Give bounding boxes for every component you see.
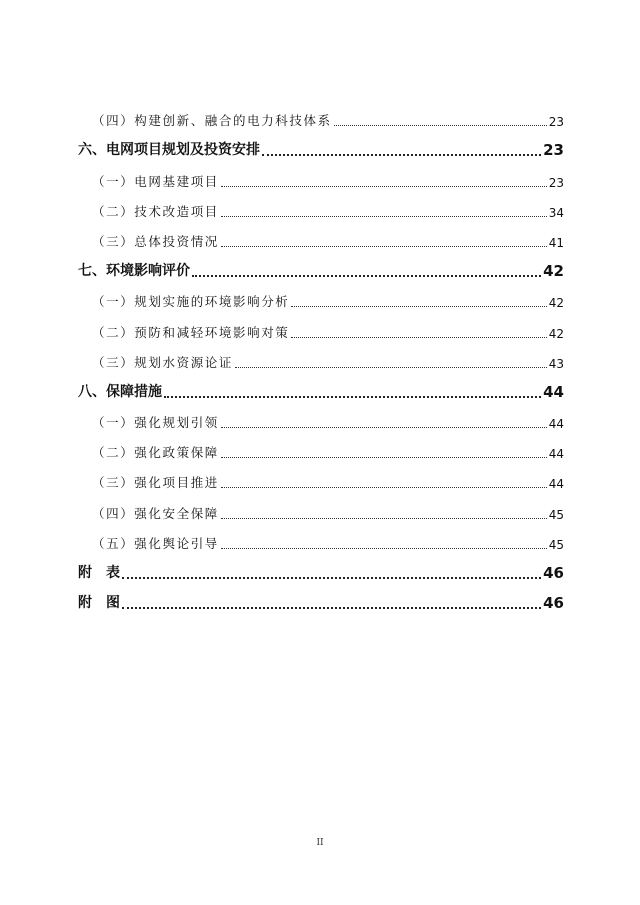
toc-entry-8-2[interactable] <box>78 434 564 464</box>
toc-entry-page: 42 <box>548 326 564 341</box>
toc-entry-label: （五）强化舆论引导 <box>92 535 219 551</box>
dot-leader <box>221 548 547 549</box>
toc-entry-6-1[interactable] <box>78 162 564 192</box>
dot-leader <box>221 427 547 428</box>
dot-leader <box>221 487 547 488</box>
toc-entry-7-3[interactable] <box>78 344 564 374</box>
toc-entry-8-3[interactable] <box>78 464 564 494</box>
dot-leader <box>122 607 541 609</box>
toc-entry-4-1[interactable] <box>78 102 564 132</box>
toc-entry-page: 43 <box>548 356 564 371</box>
toc-entry-7-1[interactable] <box>78 283 564 313</box>
dot-leader <box>235 367 547 368</box>
toc-entry-page: 23 <box>548 175 564 190</box>
dot-leader <box>262 154 541 156</box>
toc-entry-page: 45 <box>548 507 564 522</box>
toc-entry-8-4[interactable] <box>78 494 564 524</box>
toc-entry-label: （四）强化安全保障 <box>92 505 219 521</box>
toc-appendix-tables[interactable] <box>78 555 564 585</box>
toc-entry-page: 42 <box>548 296 564 311</box>
toc-entry-6-2[interactable] <box>78 193 564 223</box>
toc-entry-label: （四）构建创新、融合的电力科技体系 <box>92 113 332 129</box>
toc-entry-label: （二）预防和减轻环境影响对策 <box>92 324 290 340</box>
toc-chapter-6[interactable] <box>78 132 564 162</box>
toc-entry-page: 44 <box>548 417 564 432</box>
toc-entry-page: 44 <box>543 382 564 401</box>
dot-leader <box>291 306 546 307</box>
dot-leader <box>122 577 541 579</box>
toc-entry-page: 46 <box>543 594 564 613</box>
dot-leader <box>221 518 547 519</box>
toc-entry-7-2[interactable] <box>78 313 564 343</box>
toc-entry-label: （三）规划水资源论证 <box>92 354 234 370</box>
toc-entry-6-3[interactable] <box>78 223 564 253</box>
toc-entry-label: 附 表 <box>78 565 120 581</box>
toc-entry-page: 42 <box>543 262 564 281</box>
dot-leader <box>192 275 541 277</box>
toc-entry-label: 八、保障措施 <box>78 383 162 400</box>
toc-entry-page: 44 <box>548 447 564 462</box>
toc-appendix-figures[interactable] <box>78 585 564 615</box>
table-of-contents <box>78 102 564 615</box>
toc-entry-label: （一）强化规划引领 <box>92 415 219 431</box>
dot-leader <box>164 396 541 398</box>
toc-entry-page: 41 <box>548 235 564 250</box>
toc-entry-label: 六、电网项目规划及投资安排 <box>78 142 260 159</box>
toc-entry-page: 45 <box>548 537 564 552</box>
toc-chapter-7[interactable] <box>78 253 564 283</box>
toc-entry-label: （二）强化政策保障 <box>92 445 219 461</box>
toc-entry-page: 34 <box>548 205 564 220</box>
toc-entry-label: （三）总体投资情况 <box>92 233 219 249</box>
dot-leader <box>291 337 546 338</box>
dot-leader <box>334 125 547 126</box>
toc-entry-8-5[interactable] <box>78 525 564 555</box>
toc-entry-8-1[interactable] <box>78 404 564 434</box>
toc-entry-page: 23 <box>548 115 564 130</box>
toc-entry-label: （一）规划实施的环境影响分析 <box>92 294 290 310</box>
toc-entry-label: （二）技术改造项目 <box>92 203 219 219</box>
toc-entry-page: 23 <box>543 141 564 160</box>
toc-entry-label: 附 图 <box>78 595 120 612</box>
dot-leader <box>221 246 547 247</box>
toc-entry-label: （三）强化项目推进 <box>92 475 219 491</box>
toc-entry-page: 44 <box>548 477 564 492</box>
toc-entry-label: 七、环境影响评价 <box>78 263 190 280</box>
dot-leader <box>221 186 547 187</box>
toc-entry-label: （一）电网基建项目 <box>92 173 219 189</box>
toc-entry-page: 46 <box>543 564 564 582</box>
dot-leader <box>221 457 547 458</box>
page-number: II <box>316 838 324 848</box>
dot-leader <box>221 216 547 217</box>
toc-chapter-8[interactable] <box>78 374 564 404</box>
